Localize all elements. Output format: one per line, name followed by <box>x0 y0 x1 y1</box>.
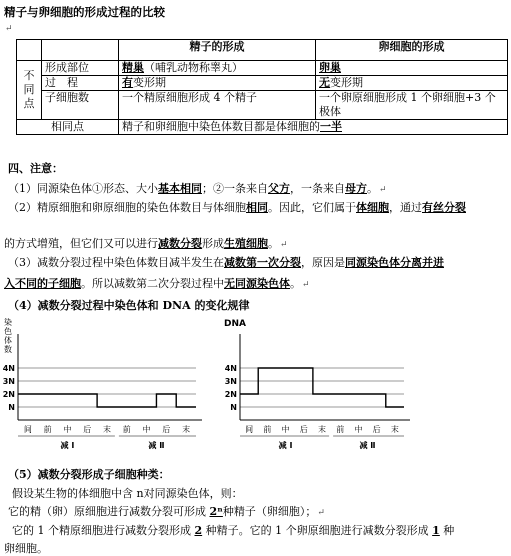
x-tick-label: 间 <box>245 425 254 434</box>
group-label: 减 Ⅱ <box>359 441 376 450</box>
data-line <box>18 394 196 407</box>
comparison-table <box>16 39 508 135</box>
y-tick-label: N <box>8 403 15 412</box>
header-cell-egg: 卵细胞的形成 <box>316 40 508 61</box>
page-title: 精子与卵细胞的形成过程的比较 <box>4 5 165 19</box>
sperm-cell: 有变形期 <box>119 76 316 91</box>
note-3: （3）减数分裂过程中染色体数目减半发生在减数第一次分裂，原因是同源染色体分离并进 <box>8 256 444 269</box>
same-cell: 精子和卵细胞中染色体数目都是体细胞的一半 <box>119 120 508 135</box>
row-label: 子细胞数 <box>42 91 119 120</box>
note-3-cont: 入不同的子细胞。所以减数第二次分裂过程中无同源染色体。↵ <box>4 277 310 290</box>
table-row <box>17 76 508 91</box>
note-1: （1）同源染色体①形态、大小基本相同；②一条来自父方，一条来自母方。↵ <box>8 182 387 195</box>
chromosome-chart <box>2 316 202 464</box>
sperm-cell: 一个精原细胞形成 4 个精子 <box>119 91 316 120</box>
table-row <box>17 61 508 76</box>
y-tick-label: 4N <box>224 364 237 373</box>
y-tick-label: N <box>230 403 237 412</box>
x-tick-label: 前 <box>43 425 52 434</box>
x-tick-label: 末 <box>390 425 399 434</box>
egg-cell: 无变形期 <box>316 76 508 91</box>
section5-line3: 它的 1 个精原细胞进行减数分裂形成 2 种精子。它的 1 个卵原细胞进行减数分裂形成 1 种 <box>12 524 455 537</box>
x-tick-label: 中 <box>142 425 151 434</box>
note-2-cont: 的方式增殖，但它们又可以进行减数分裂形成生殖细胞。↵ <box>4 237 288 250</box>
y-tick-label: 3N <box>224 377 237 386</box>
x-tick-label: 末 <box>318 425 326 434</box>
y-axis-label: 染 <box>4 318 12 327</box>
table-header-row <box>17 40 508 61</box>
note-2: （2）精原细胞和卵原细胞的染色体数目与体细胞相同。因此，它们属于体细胞，通过有丝分裂 <box>8 201 466 214</box>
y-axis-label: DNA <box>224 319 246 329</box>
x-tick-label: 前 <box>263 425 272 434</box>
sperm-cell: 精巢（哺乳动物称睾丸） <box>119 61 316 76</box>
section5-line2: 它的精（卵）原细胞进行减数分裂可形成 2ⁿ种精子（卵细胞）；↵ <box>8 505 325 518</box>
group-label: 减 Ⅰ <box>278 441 293 450</box>
y-tick-label: 4N <box>2 364 15 373</box>
header-cell-empty-1 <box>17 40 42 61</box>
table-row <box>17 120 508 135</box>
x-tick-label: 后 <box>299 425 308 434</box>
data-line <box>240 368 404 407</box>
egg-cell: 一个卵原细胞形成 1 个卵细胞+3 个极体 <box>316 91 508 120</box>
egg-cell: 卵巢 <box>316 61 508 76</box>
y-tick-label: 2N <box>2 390 15 399</box>
group-label: 减 Ⅱ <box>148 441 165 450</box>
y-tick-label: 2N <box>224 390 237 399</box>
x-tick-label: 中 <box>281 425 290 434</box>
x-tick-label: 末 <box>103 425 111 434</box>
section5-line4: 卵细胞。 <box>4 542 48 555</box>
section5-heading: （5）减数分裂形成子细胞种类： <box>8 468 170 481</box>
row-label: 形成部位 <box>42 61 119 76</box>
section5-line1: 假设某生物的体细胞中含 n对同源染色体，则： <box>12 487 243 500</box>
row-label: 过 程 <box>42 76 119 91</box>
x-tick-label: 前 <box>122 425 131 434</box>
dna-chart <box>222 316 412 464</box>
row-label-same: 相同点 <box>17 120 119 135</box>
x-tick-label: 中 <box>63 425 72 434</box>
return-mark: ↵ <box>5 24 13 34</box>
section4-heading: 四、注意： <box>8 162 63 175</box>
y-axis-label: 体 <box>4 336 12 345</box>
group-label: 减 Ⅰ <box>60 441 75 450</box>
x-tick-label: 后 <box>372 425 381 434</box>
y-axis-label: 数 <box>4 345 12 354</box>
section4-subheading: （4）减数分裂过程中染色体和 DNA 的变化规律 <box>8 299 250 312</box>
x-tick-label: 间 <box>23 425 32 434</box>
header-cell-sperm: 精子的形成 <box>119 40 316 61</box>
x-tick-label: 后 <box>83 425 92 434</box>
header-cell-empty-2 <box>42 40 119 61</box>
x-tick-label: 末 <box>182 425 191 434</box>
x-tick-label: 后 <box>162 425 171 434</box>
x-tick-label: 中 <box>354 425 363 434</box>
y-tick-label: 3N <box>2 377 15 386</box>
x-tick-label: 前 <box>336 425 345 434</box>
side-label-different: 不 同 点 <box>17 61 42 120</box>
table-row <box>17 91 508 120</box>
y-axis-label: 色 <box>4 327 12 336</box>
